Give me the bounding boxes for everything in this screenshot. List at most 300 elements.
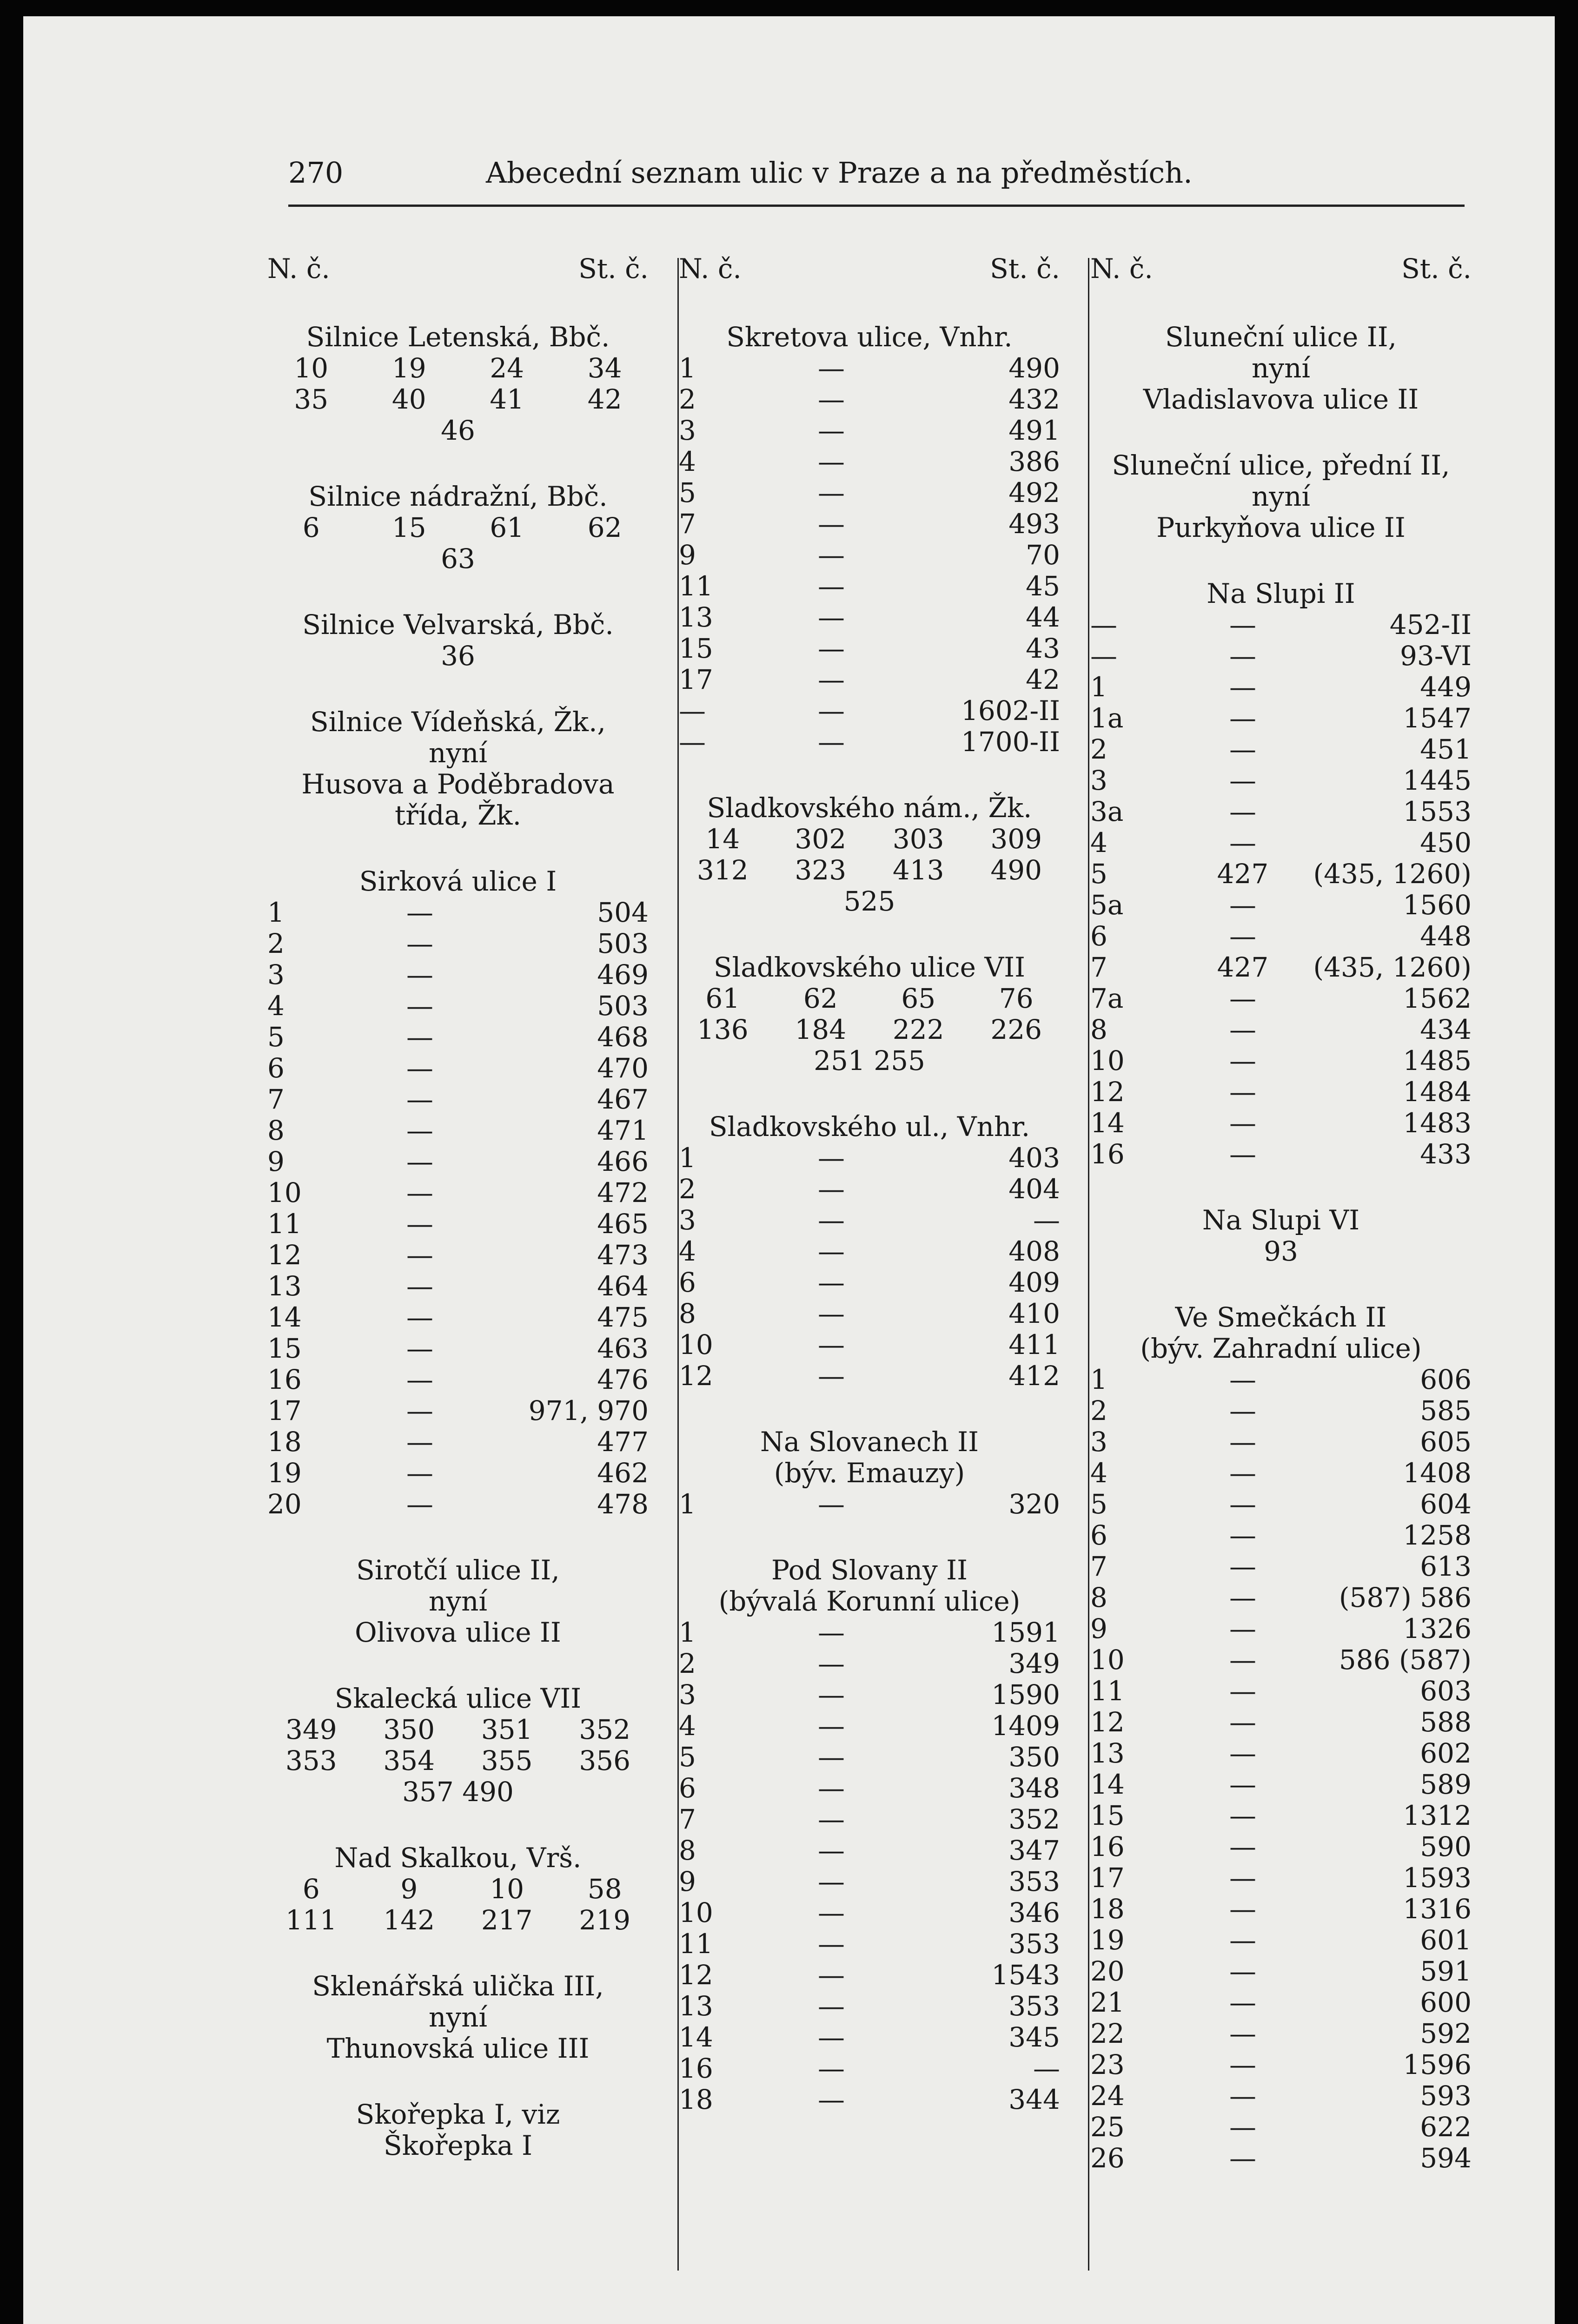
old-number: 403 bbox=[1008, 1142, 1060, 1174]
old-number: 466 bbox=[597, 1146, 649, 1177]
table-row bbox=[1090, 1395, 1472, 1426]
street-title: Sladkovského ulice VII bbox=[713, 951, 1026, 983]
separator: — bbox=[406, 1208, 433, 1240]
old-number: 594 bbox=[1420, 2142, 1472, 2174]
table-row bbox=[679, 1928, 1060, 1960]
old-number: 448 bbox=[1420, 920, 1472, 952]
number-row bbox=[267, 1745, 649, 1776]
table-row bbox=[267, 1022, 649, 1053]
house-number: 1 bbox=[679, 1142, 696, 1174]
old-number: 1258 bbox=[1403, 1519, 1472, 1551]
table-row bbox=[1090, 1644, 1472, 1676]
house-number: 20 bbox=[267, 1488, 302, 1520]
number-cell: 111 bbox=[285, 1904, 337, 1936]
header-rule bbox=[288, 205, 1465, 207]
house-number: 16 bbox=[1090, 1138, 1125, 1170]
separator: — bbox=[817, 1928, 845, 1960]
separator: — bbox=[406, 1146, 433, 1177]
number-cell: 62 bbox=[803, 983, 838, 1014]
street-title: Olivova ulice II bbox=[355, 1617, 561, 1648]
table-row bbox=[1090, 952, 1472, 983]
house-number: 8 bbox=[679, 1298, 696, 1329]
separator: — bbox=[817, 1866, 845, 1897]
separator: — bbox=[1229, 796, 1256, 827]
street-title: nyní bbox=[428, 2001, 488, 2033]
old-number: 1596 bbox=[1403, 2049, 1472, 2080]
street-title: nyní bbox=[428, 737, 488, 769]
house-number: 3 bbox=[267, 959, 285, 990]
separator: — bbox=[817, 415, 845, 446]
house-number: 5 bbox=[679, 1741, 696, 1773]
street-title: nyní bbox=[1251, 481, 1311, 512]
old-number: 346 bbox=[1008, 1897, 1060, 1928]
table-row bbox=[1090, 1862, 1472, 1894]
separator: — bbox=[817, 1142, 845, 1174]
street-title: Sirotčí ulice II, bbox=[356, 1554, 560, 1586]
number-cell: 303 bbox=[892, 823, 944, 855]
number-cell: 350 bbox=[383, 1714, 435, 1745]
house-number: 13 bbox=[679, 601, 713, 633]
number-cell: 323 bbox=[795, 854, 847, 886]
street-entry bbox=[267, 706, 649, 831]
table-row bbox=[1090, 1707, 1472, 1738]
house-number: 2 bbox=[1090, 1395, 1107, 1426]
house-number: 26 bbox=[1090, 2142, 1125, 2174]
house-number: 3 bbox=[1090, 765, 1107, 796]
house-number: 16 bbox=[679, 2053, 713, 2084]
old-number: 593 bbox=[1420, 2080, 1472, 2112]
separator: — bbox=[1229, 983, 1256, 1014]
separator: — bbox=[1229, 765, 1256, 796]
table-row bbox=[679, 664, 1060, 695]
street-entry bbox=[679, 792, 1060, 917]
table-row bbox=[1090, 609, 1472, 640]
number-line: 357 490 bbox=[402, 1776, 514, 1808]
street-entry bbox=[1090, 578, 1472, 1170]
old-number: 411 bbox=[1008, 1329, 1060, 1360]
number-row bbox=[267, 1905, 649, 1936]
number-row bbox=[679, 1014, 1060, 1045]
street-title: Vladislavova ulice II bbox=[1143, 383, 1419, 415]
table-row bbox=[1090, 1076, 1472, 1108]
street-title: Silnice Letenská, Bbč. bbox=[306, 321, 610, 353]
separator: — bbox=[817, 1835, 845, 1866]
table-row bbox=[1090, 2018, 1472, 2049]
street-entry bbox=[1090, 322, 1472, 415]
street-title: Škořepka I bbox=[383, 2130, 533, 2161]
separator: — bbox=[1229, 1457, 1256, 1489]
house-number: 3 bbox=[679, 1204, 696, 1236]
old-number: (435, 1260) bbox=[1313, 858, 1472, 890]
table-row bbox=[679, 2022, 1060, 2053]
table-row bbox=[1090, 2049, 1472, 2080]
number-cell: 349 bbox=[285, 1714, 337, 1745]
house-number: 2 bbox=[1090, 733, 1107, 765]
street-entry bbox=[267, 481, 649, 574]
separator: — bbox=[1229, 1924, 1256, 1956]
table-row bbox=[1090, 1894, 1472, 1925]
table-row bbox=[1090, 2112, 1472, 2143]
house-number: 3a bbox=[1090, 796, 1124, 827]
old-number: 590 bbox=[1420, 1831, 1472, 1862]
old-number: 350 bbox=[1008, 1741, 1060, 1773]
table-row bbox=[1090, 1769, 1472, 1800]
table-row bbox=[1090, 1551, 1472, 1582]
separator: — bbox=[817, 1173, 845, 1205]
separator: — bbox=[817, 1679, 845, 1710]
street-title: třída, Žk. bbox=[394, 799, 522, 831]
house-number: 20 bbox=[1090, 1955, 1125, 1987]
old-number: 592 bbox=[1420, 2018, 1472, 2049]
separator: — bbox=[817, 601, 845, 633]
house-number: — bbox=[679, 695, 706, 726]
table-row bbox=[1090, 1582, 1472, 1613]
separator: — bbox=[817, 446, 845, 477]
street-title: Purkyňova ulice II bbox=[1156, 512, 1406, 543]
number-cell: 58 bbox=[587, 1873, 622, 1905]
table-row bbox=[1090, 1987, 1472, 2018]
old-number: (435, 1260) bbox=[1313, 951, 1472, 983]
house-number: 18 bbox=[267, 1426, 302, 1458]
old-number: 492 bbox=[1008, 477, 1060, 508]
number-cell: 413 bbox=[892, 854, 944, 886]
separator: — bbox=[817, 2084, 845, 2115]
table-row bbox=[1090, 1014, 1472, 1045]
old-number: 493 bbox=[1008, 508, 1060, 540]
separator: — bbox=[817, 695, 845, 726]
table-row bbox=[1090, 1139, 1472, 1170]
street-entry bbox=[1090, 450, 1472, 543]
table-row bbox=[267, 990, 649, 1022]
house-number: 4 bbox=[1090, 1457, 1107, 1489]
street-title: Na Slupi VI bbox=[1202, 1204, 1360, 1236]
number-cell: 35 bbox=[294, 383, 329, 415]
separator: — bbox=[1229, 1519, 1256, 1551]
street-title: Thunovská ulice III bbox=[326, 2033, 590, 2064]
old-number: 600 bbox=[1420, 1987, 1472, 2018]
separator: — bbox=[1229, 609, 1256, 640]
house-number: 8 bbox=[1090, 1582, 1107, 1613]
old-number: 467 bbox=[597, 1083, 649, 1115]
column-divider-2 bbox=[1088, 258, 1089, 2271]
old-number: 586 (587) bbox=[1339, 1644, 1472, 1676]
separator: — bbox=[817, 1959, 845, 1991]
house-number: 14 bbox=[1090, 1107, 1125, 1139]
old-number: 1483 bbox=[1403, 1107, 1472, 1139]
street-entry bbox=[1090, 1302, 1472, 2174]
old-number: 1591 bbox=[991, 1617, 1060, 1648]
separator: — bbox=[1229, 1395, 1256, 1426]
house-number: 10 bbox=[1090, 1644, 1125, 1676]
old-number: 93-VI bbox=[1400, 640, 1472, 672]
old-number: 1484 bbox=[1403, 1076, 1472, 1108]
number-cell: 14 bbox=[705, 823, 740, 855]
table-row bbox=[679, 695, 1060, 726]
number-cell: 222 bbox=[892, 1014, 944, 1045]
old-number: 386 bbox=[1008, 446, 1060, 477]
table-row bbox=[679, 1742, 1060, 1773]
house-number: 5 bbox=[1090, 858, 1107, 890]
street-title: Na Slupi II bbox=[1207, 578, 1355, 609]
number-cell: 9 bbox=[400, 1873, 418, 1905]
separator: — bbox=[1229, 1955, 1256, 1987]
old-number: 613 bbox=[1420, 1551, 1472, 1582]
number-cell: 76 bbox=[999, 983, 1034, 1014]
table-row bbox=[1090, 1956, 1472, 1987]
number-line: 93 bbox=[1264, 1235, 1298, 1267]
old-number: 344 bbox=[1008, 2084, 1060, 2115]
table-row bbox=[1090, 1613, 1472, 1644]
house-number: 14 bbox=[1090, 1769, 1125, 1800]
house-number: 12 bbox=[1090, 1706, 1125, 1738]
number-row bbox=[267, 384, 649, 415]
table-row bbox=[267, 1333, 649, 1364]
house-number: 8 bbox=[679, 1835, 696, 1866]
separator: — bbox=[1229, 1769, 1256, 1800]
table-row bbox=[1090, 2143, 1472, 2174]
table-row bbox=[679, 1329, 1060, 1360]
separator: — bbox=[406, 897, 433, 928]
house-number: 8 bbox=[1090, 1014, 1107, 1045]
separator: — bbox=[406, 1115, 433, 1146]
house-number: — bbox=[1090, 640, 1117, 672]
table-row bbox=[679, 1866, 1060, 1897]
separator: 427 bbox=[1217, 858, 1269, 890]
street-entry bbox=[267, 1971, 649, 2064]
house-number: 8 bbox=[267, 1115, 285, 1146]
old-number: 472 bbox=[597, 1177, 649, 1208]
old-number: 503 bbox=[597, 990, 649, 1022]
old-number: 43 bbox=[1026, 633, 1060, 664]
separator: — bbox=[817, 477, 845, 508]
table-row bbox=[1090, 2080, 1472, 2112]
number-line: 525 bbox=[843, 885, 895, 917]
separator: — bbox=[1229, 2142, 1256, 2174]
column-2 bbox=[679, 253, 1060, 2150]
old-number: 478 bbox=[597, 1488, 649, 1520]
number-cell: 65 bbox=[901, 983, 936, 1014]
street-title: Silnice Vídeňská, Žk., bbox=[310, 706, 606, 738]
separator: — bbox=[817, 539, 845, 571]
street-title: Sklenářská ulička III, bbox=[312, 1970, 604, 2002]
old-number: 603 bbox=[1420, 1675, 1472, 1707]
number-cell: 24 bbox=[490, 352, 524, 384]
table-row bbox=[679, 384, 1060, 415]
table-row bbox=[1090, 1520, 1472, 1551]
separator: — bbox=[817, 570, 845, 602]
table-row bbox=[267, 1426, 649, 1458]
separator: — bbox=[406, 959, 433, 990]
table-row bbox=[267, 1395, 649, 1426]
house-number: 10 bbox=[267, 1177, 302, 1208]
table-row bbox=[1090, 890, 1472, 921]
old-number: 345 bbox=[1008, 2021, 1060, 2053]
number-cell: 42 bbox=[587, 383, 622, 415]
separator: — bbox=[406, 1270, 433, 1302]
table-row bbox=[679, 2084, 1060, 2115]
old-number: 353 bbox=[1008, 1866, 1060, 1897]
separator: — bbox=[1229, 702, 1256, 734]
separator: — bbox=[1229, 2049, 1256, 2080]
number-cell: 352 bbox=[579, 1714, 631, 1745]
old-number: 1547 bbox=[1403, 702, 1472, 734]
table-row bbox=[1090, 1676, 1472, 1707]
house-number: 12 bbox=[267, 1239, 302, 1271]
separator: — bbox=[1229, 920, 1256, 952]
table-row bbox=[679, 1897, 1060, 1928]
number-cell: 356 bbox=[579, 1745, 631, 1776]
house-number: 4 bbox=[1090, 827, 1107, 858]
separator: — bbox=[1229, 827, 1256, 858]
old-number: 353 bbox=[1008, 1928, 1060, 1960]
house-number: 6 bbox=[1090, 920, 1107, 952]
number-row bbox=[679, 855, 1060, 886]
house-number: 1 bbox=[679, 1617, 696, 1648]
house-number: 14 bbox=[267, 1301, 302, 1333]
separator: — bbox=[817, 1803, 845, 1835]
separator: — bbox=[817, 1648, 845, 1679]
table-row bbox=[679, 1142, 1060, 1174]
house-number: 11 bbox=[679, 570, 713, 602]
house-number: 1 bbox=[267, 897, 285, 928]
street-entry bbox=[267, 1842, 649, 1936]
house-number: 15 bbox=[1090, 1800, 1125, 1831]
table-row bbox=[267, 1146, 649, 1177]
number-cell: 184 bbox=[795, 1014, 847, 1045]
old-number: 464 bbox=[597, 1270, 649, 1302]
old-number: 347 bbox=[1008, 1835, 1060, 1866]
house-number: 13 bbox=[267, 1270, 302, 1302]
table-row bbox=[1090, 1925, 1472, 1956]
house-number: 1 bbox=[1090, 671, 1107, 703]
street-title: nyní bbox=[428, 1585, 488, 1617]
house-number: 3 bbox=[679, 415, 696, 446]
street-title: (býv. Emauzy) bbox=[774, 1457, 965, 1489]
separator: — bbox=[817, 1617, 845, 1648]
number-cell: 62 bbox=[587, 512, 622, 543]
table-row bbox=[267, 928, 649, 959]
separator: — bbox=[817, 633, 845, 664]
separator: — bbox=[817, 1360, 845, 1392]
number-cell: 10 bbox=[294, 352, 329, 384]
street-entry bbox=[1090, 1205, 1472, 1267]
old-number: 434 bbox=[1420, 1014, 1472, 1045]
old-number: 42 bbox=[1026, 664, 1060, 695]
street-entry bbox=[679, 1555, 1060, 2115]
table-row bbox=[1090, 827, 1472, 858]
separator: — bbox=[406, 1301, 433, 1333]
house-number: 24 bbox=[1090, 2080, 1125, 2112]
old-number: 604 bbox=[1420, 1488, 1472, 1520]
street-title: Nad Skalkou, Vrš. bbox=[334, 1842, 582, 1874]
table-row bbox=[267, 1115, 649, 1146]
number-cell: 312 bbox=[696, 854, 749, 886]
number-cell: 354 bbox=[383, 1745, 435, 1776]
table-row bbox=[679, 1205, 1060, 1236]
separator: — bbox=[817, 1897, 845, 1928]
old-number: 468 bbox=[597, 1021, 649, 1053]
table-row bbox=[679, 1679, 1060, 1710]
running-title: Abecední seznam ulic v Praze a na předměstích. bbox=[486, 156, 1193, 190]
street-entry bbox=[267, 609, 649, 672]
table-row bbox=[267, 1240, 649, 1271]
separator: — bbox=[1229, 640, 1256, 672]
number-cell: 490 bbox=[990, 854, 1042, 886]
street-entry bbox=[679, 1426, 1060, 1520]
table-row bbox=[267, 1177, 649, 1208]
house-number: 15 bbox=[679, 633, 713, 664]
house-number: 10 bbox=[679, 1329, 713, 1360]
house-number: 1 bbox=[679, 352, 696, 384]
number-line: 63 bbox=[441, 543, 475, 574]
old-number: 353 bbox=[1008, 1990, 1060, 2022]
table-row bbox=[1090, 640, 1472, 672]
number-cell: 41 bbox=[490, 383, 524, 415]
street-title: Husova a Poděbradova bbox=[301, 768, 615, 800]
house-number: 6 bbox=[1090, 1519, 1107, 1551]
table-row bbox=[1090, 1045, 1472, 1076]
house-number: 6 bbox=[267, 1052, 285, 1084]
street-entry bbox=[679, 1111, 1060, 1392]
number-cell: 355 bbox=[481, 1745, 533, 1776]
table-row bbox=[1090, 1458, 1472, 1489]
old-number: 470 bbox=[597, 1052, 649, 1084]
table-row bbox=[679, 726, 1060, 758]
street-title: Skořepka I, viz bbox=[356, 2099, 560, 2130]
number-cell: 217 bbox=[481, 1904, 533, 1936]
column-1 bbox=[267, 253, 649, 2196]
old-number: 463 bbox=[597, 1333, 649, 1364]
table-row bbox=[267, 959, 649, 990]
old-number: 469 bbox=[597, 959, 649, 990]
house-number: 4 bbox=[267, 990, 285, 1022]
house-number: 12 bbox=[1090, 1076, 1125, 1108]
separator: — bbox=[1229, 1138, 1256, 1170]
table-row bbox=[679, 571, 1060, 602]
old-number: 473 bbox=[597, 1239, 649, 1271]
separator: — bbox=[817, 1741, 845, 1773]
house-number: 13 bbox=[679, 1990, 713, 2022]
old-number: 320 bbox=[1008, 1488, 1060, 1520]
separator: — bbox=[406, 1239, 433, 1271]
number-cell: 61 bbox=[490, 512, 524, 543]
house-number: 18 bbox=[1090, 1893, 1125, 1925]
old-number: 591 bbox=[1420, 1955, 1472, 1987]
table-row bbox=[267, 1489, 649, 1520]
number-cell: 6 bbox=[302, 512, 320, 543]
table-row bbox=[1090, 734, 1472, 765]
old-number: 352 bbox=[1008, 1803, 1060, 1835]
house-number: 7 bbox=[1090, 951, 1107, 983]
table-row bbox=[1090, 1738, 1472, 1769]
house-number: 11 bbox=[267, 1208, 302, 1240]
separator: — bbox=[817, 1710, 845, 1742]
house-number: 22 bbox=[1090, 2018, 1125, 2049]
separator: — bbox=[817, 352, 845, 384]
old-number: 477 bbox=[597, 1426, 649, 1458]
house-number: 7 bbox=[679, 1803, 696, 1835]
separator: — bbox=[1229, 1582, 1256, 1613]
separator: — bbox=[1229, 1045, 1256, 1076]
number-row bbox=[679, 983, 1060, 1014]
separator: — bbox=[1229, 1488, 1256, 1520]
house-number: 7a bbox=[1090, 983, 1124, 1014]
separator: — bbox=[1229, 889, 1256, 921]
table-row bbox=[267, 1053, 649, 1084]
old-number: 450 bbox=[1420, 827, 1472, 858]
house-number: 3 bbox=[679, 1679, 696, 1710]
separator: — bbox=[1229, 1987, 1256, 2018]
